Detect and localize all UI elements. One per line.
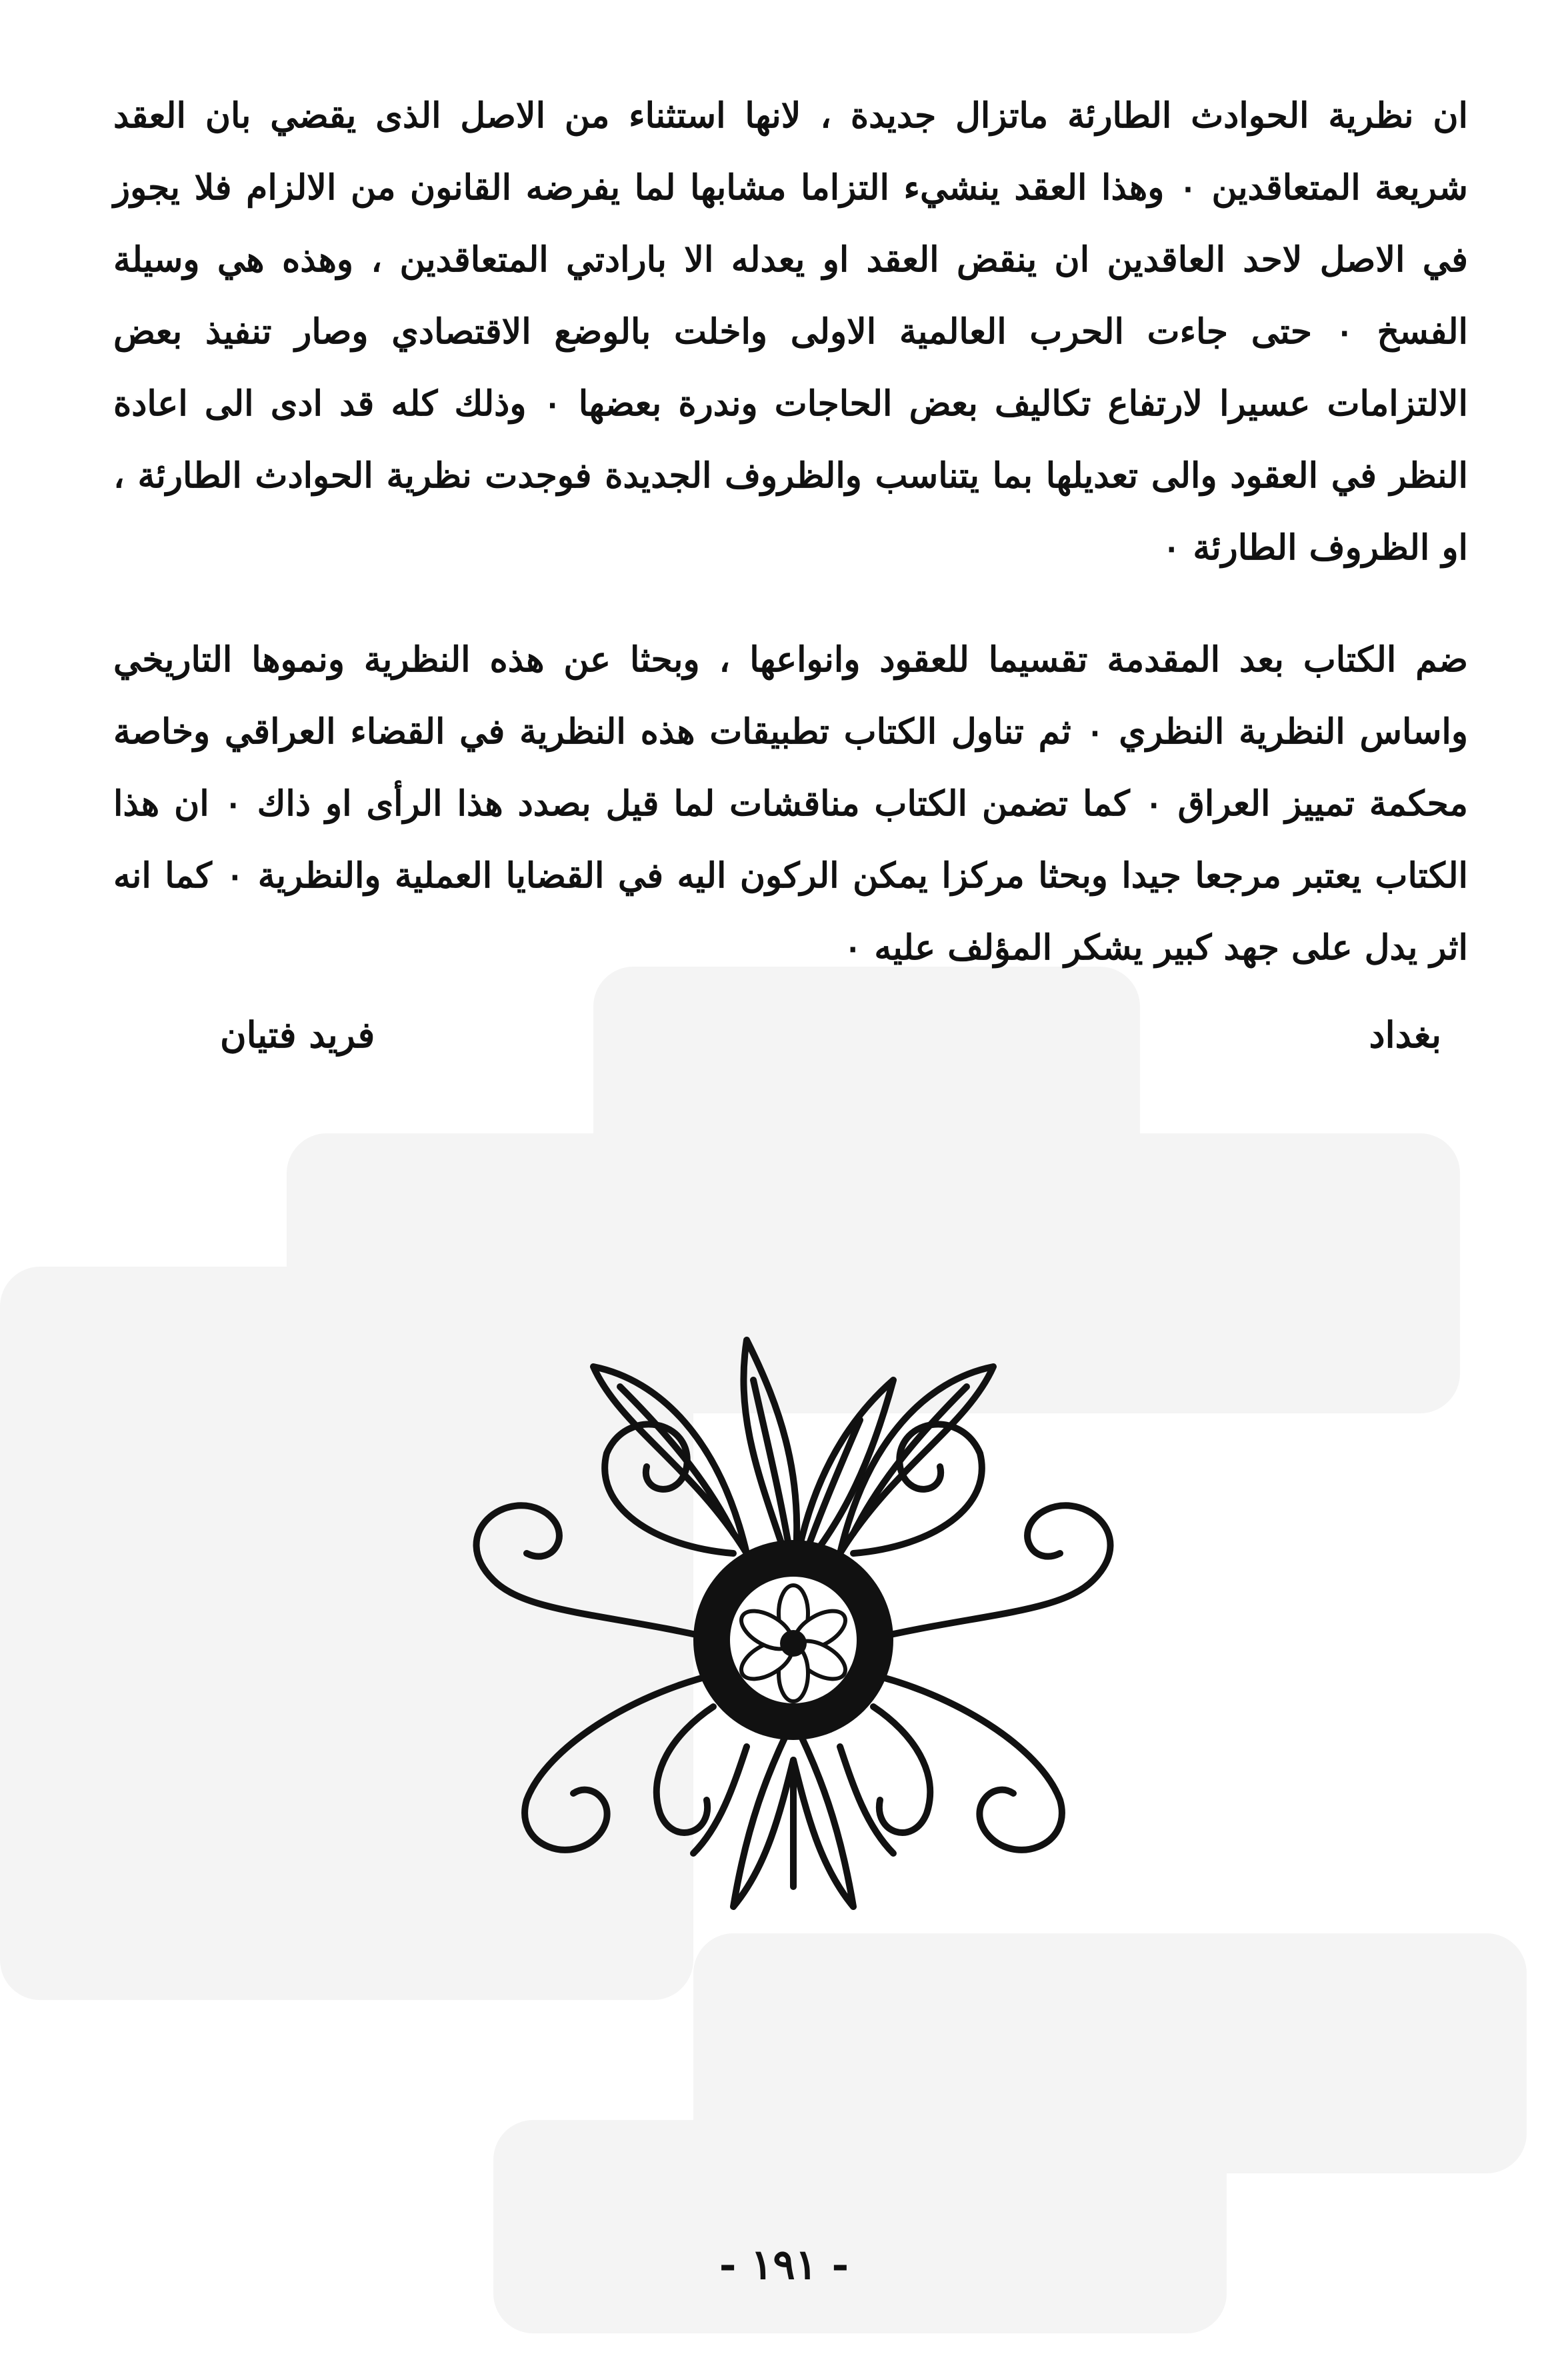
paragraph-theory-intro: ان نظرية الحوادث الطارئة ماتزال جديدة ، لانها استثناء من الاصل الذى يقضي بان العقد شريعة المتعاقدين ٠ وهذا العقد ينشيء التزاما مشابها لما يفرضه القانون من الالزام فلا يجوز في الاصل لاحد العاقدين ان ينقض العقد او يعدله الا بارادتي المتعاقدين ، وهذه هي وسيلة الفسخ ٠ حتى جاءت الحرب العالمية الاولى واخلت بالوضع الاقتصادي وصار تنفيذ بعض الالتزامات عسيرا لارتفاع تكاليف بعض الحاجات وندرة بعضها ٠ وذلك كله قد ادى الى اعادة النظر في العقود والى تعديلها بما يتناسب والظروف الجديدة فوجدت نظرية الحوادث الطارئة ، او الظروف الطارئة ٠ xyxy=(113,95,1469,568)
signature-place: بغداد xyxy=(1369,1013,1441,1056)
signature-row xyxy=(113,1013,1468,1073)
scan-shade xyxy=(493,2120,1227,2333)
page-number: - ١٩١ - xyxy=(719,2240,849,2289)
review-body xyxy=(113,80,1468,984)
paragraph-book-contents: ضم الكتاب بعد المقدمة تقسيما للعقود وانواعها ، وبحثا عن هذه النظرية ونموها التاريخي واساس النظرية النظري ٠ ثم تناول الكتاب تطبيقات هذه النظرية في القضاء العراقي وخاصة محكمة تمييز العراق ٠ كما تضمن الكتاب مناقشات لما قيل بصدد هذا الرأى او ذاك ٠ ان هذا الكتاب يعتبر مرجعا جيدا وبحثا مركزا يمكن الركون اليه في القضايا العملية والنظرية ٠ كما انه اثر يدل على جهد كبير يشكر المؤلف عليه ٠ xyxy=(113,639,1469,968)
floral-ornament-icon xyxy=(433,1267,1153,1920)
signature-author: فريد فتيان xyxy=(220,1013,375,1056)
